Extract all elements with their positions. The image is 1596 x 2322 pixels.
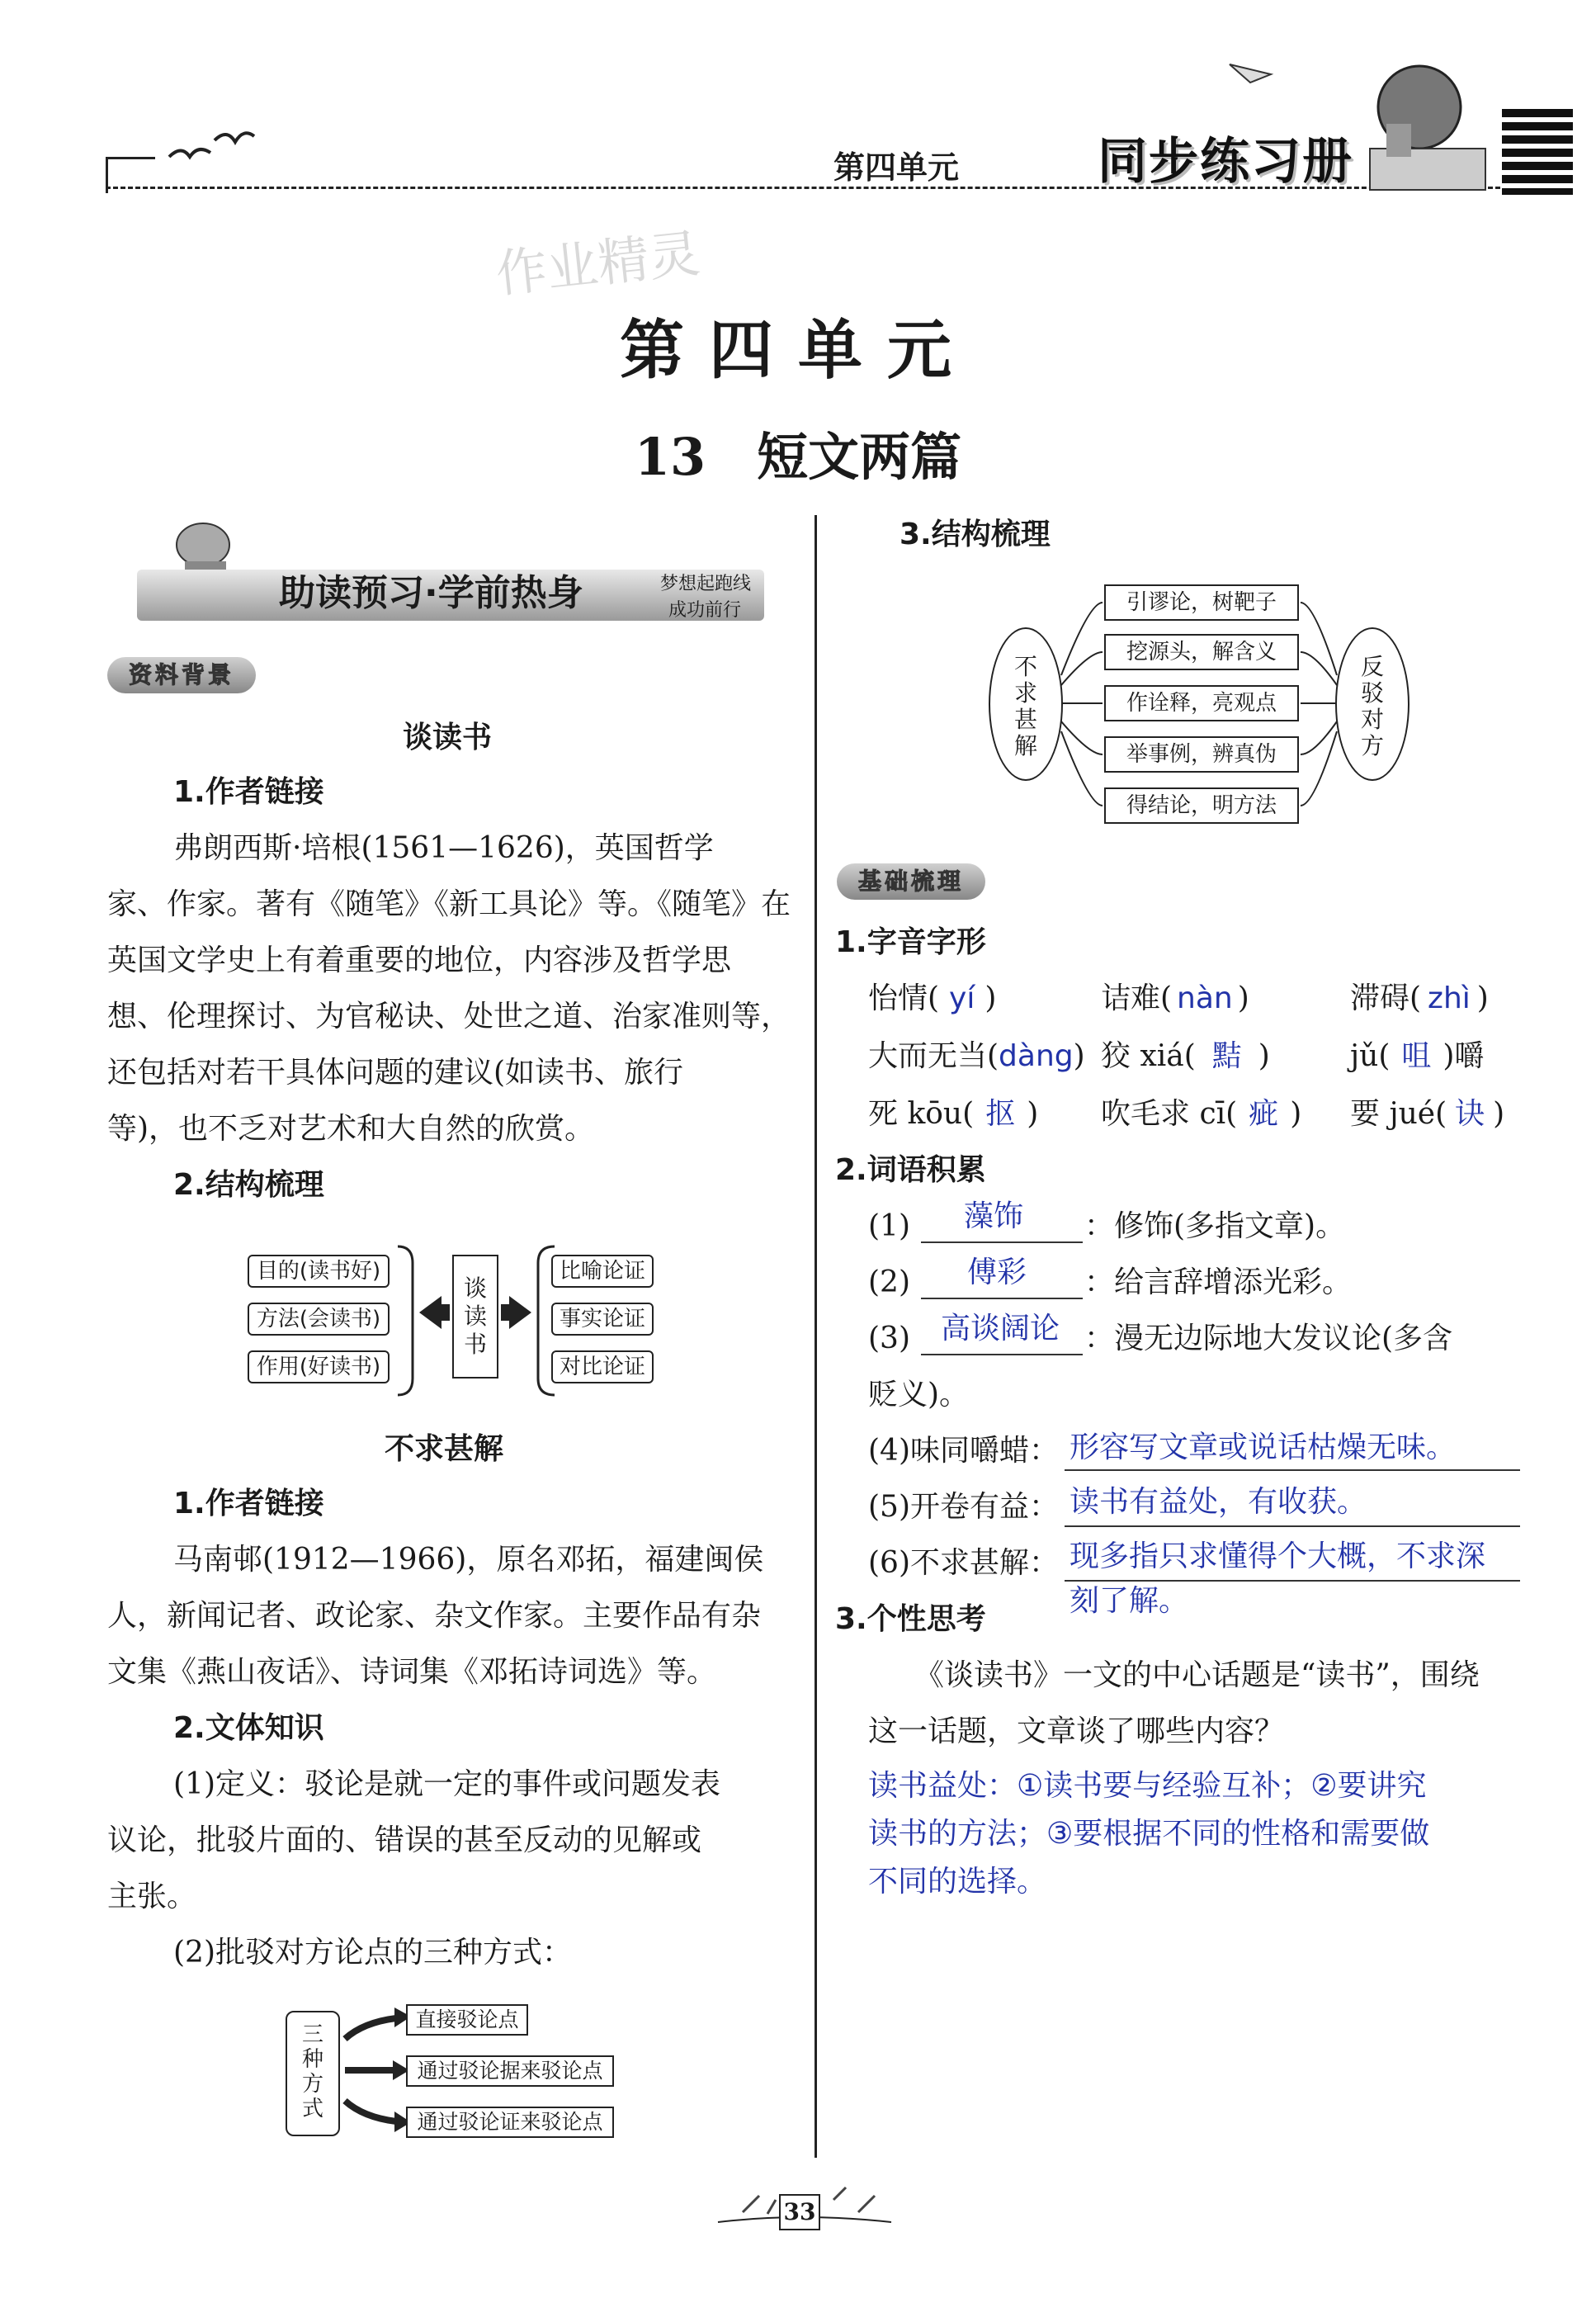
vocab-q: (4)味同嚼蜡：	[868, 1434, 1059, 1468]
essay2-line: 文集《燕山夜话》、诗词集《邓拓诗词选》等。	[107, 1655, 717, 1689]
pron-e: )	[985, 981, 997, 1015]
banner-subtitle-1: 梦想起跑线	[660, 574, 752, 594]
essay2-genre-line: (1)定义：驳论是就一定的事件或问题发表	[173, 1767, 720, 1801]
pron-answer: 诀	[1455, 1097, 1485, 1131]
essay1-left-box: 方法(会读书)	[248, 1303, 390, 1336]
pron-e: )	[1073, 1039, 1085, 1073]
essay2-line: 人，新闻记者、政论家、杂文作家。主要作品有杂	[107, 1599, 762, 1633]
vocab-def: ：修饰(多指文章)。	[1084, 1209, 1346, 1243]
banner-title: 助读预习·学前热身	[279, 572, 583, 614]
vocab-q: (5)开卷有益：	[868, 1490, 1059, 1524]
methods-item: 通过驳论据来驳论点	[406, 2055, 614, 2087]
banner-subtitle-2: 成功前行	[668, 600, 742, 621]
essay1-line: 家、作家。著有《随笔》《新工具论》等。《随笔》在	[107, 887, 791, 921]
essay1-left-box: 作用(好读书)	[248, 1350, 390, 1383]
essay1-structure-head: 2.结构梳理	[173, 1168, 324, 1202]
pron-e: )	[1290, 1097, 1302, 1131]
vocab-answer: 现多指只求懂得个大概，不求深	[1070, 1539, 1486, 1573]
structure-item: 得结论，明方法	[1104, 787, 1299, 824]
essay1-author-head: 1.作者链接	[173, 775, 324, 809]
pron-q: 吹毛求 cī(	[1101, 1097, 1238, 1131]
vocab-answer: 读书有益处，有收获。	[1070, 1485, 1367, 1519]
think-head: 3.个性思考	[835, 1602, 986, 1636]
vocab-num: (3)	[868, 1322, 910, 1355]
pron-answer: 咀	[1401, 1039, 1432, 1073]
essay2-genre-head: 2.文体知识	[173, 1711, 324, 1745]
pron-answer: 抠	[985, 1097, 1016, 1131]
vocab-answer: 高谈阔论	[941, 1312, 1060, 1345]
lesson-title: 13 短文两篇	[634, 427, 962, 487]
methods-item: 通过驳论证来驳论点	[406, 2107, 614, 2138]
page-number: 33	[779, 2194, 820, 2230]
structure-item: 挖源头，解含义	[1104, 634, 1299, 670]
essay1-line: 英国文学史上有着重要的地位，内容涉及哲学思	[107, 943, 732, 977]
right-structure-head: 3.结构梳理	[900, 518, 1051, 551]
essay2-author-head: 1.作者链接	[173, 1487, 324, 1520]
watermark: 作业精灵	[493, 223, 703, 305]
pron-q: jǔ(	[1350, 1039, 1391, 1073]
pron-q: 诘难(	[1101, 981, 1173, 1015]
methods-label: 三种方式	[286, 2011, 340, 2136]
pron-q: 怡情(	[868, 981, 940, 1015]
pron-q: 死 kōu(	[868, 1097, 975, 1131]
essay1-title: 谈读书	[403, 721, 493, 754]
essay1-line: 还包括对若干具体问题的建议(如读书、旅行	[107, 1056, 684, 1090]
pron-e: )	[1027, 1097, 1039, 1131]
essay1-left-box: 目的(读书好)	[248, 1255, 390, 1288]
vocab-blank	[1065, 1469, 1520, 1471]
essay2-genre-line: 主张。	[107, 1880, 197, 1913]
vocab-blank	[921, 1298, 1083, 1299]
unit-title: 第四单元	[619, 314, 976, 388]
essay1-line: 想、伦理探讨、为官秘诀、处世之道、治家准则等，	[107, 1000, 791, 1033]
vocab-def: ：漫无边际地大发议论(多含	[1084, 1322, 1453, 1355]
pron-answer: nàn	[1177, 981, 1233, 1015]
vocab-def: ：给言辞增添光彩。	[1084, 1265, 1353, 1299]
essay1-center-box: 谈读书	[452, 1255, 498, 1379]
pron-e: )	[1258, 1039, 1270, 1073]
pron-answer: zhì	[1428, 981, 1471, 1015]
pron-e: )嚼	[1443, 1039, 1485, 1073]
vocab-blank	[1065, 1525, 1520, 1527]
header-unit: 第四单元	[833, 149, 960, 186]
essay2-title: 不求甚解	[385, 1432, 504, 1466]
structure-left-oval: 不求甚解	[989, 627, 1063, 781]
pron-q: 滞碍(	[1350, 981, 1422, 1015]
structure-item: 引谬论，树靶子	[1104, 584, 1299, 621]
think-answer: 不同的选择。	[868, 1865, 1047, 1899]
pron-head: 1.字音字形	[835, 925, 986, 959]
pron-q: 要 jué(	[1350, 1097, 1447, 1131]
vocab-num: (2)	[868, 1265, 910, 1299]
pron-answer: yí	[949, 981, 975, 1015]
pron-e: )	[1237, 981, 1249, 1015]
pron-q: 大而无当(	[868, 1039, 999, 1073]
vocab-head: 2.词语积累	[835, 1153, 986, 1187]
think-question: 这一话题，文章谈了哪些内容？	[868, 1714, 1285, 1748]
think-question: 《谈读书》一文的中心话题是“读书”，围绕	[914, 1658, 1480, 1692]
pron-q: 狡 xiá(	[1101, 1039, 1196, 1073]
essay2-genre-line: 议论，批驳片面的、错误的甚至反动的见解或	[107, 1823, 702, 1857]
tag-basics: 基础梳理	[837, 863, 985, 900]
essay2-genre-line: (2)批驳对方论点的三种方式：	[173, 1936, 572, 1970]
header-book-title: 同步练习册	[1098, 133, 1353, 191]
essay1-right-box: 事实论证	[551, 1303, 654, 1336]
pron-e: )	[1493, 1097, 1505, 1131]
structure-item: 作诠释，亮观点	[1104, 685, 1299, 721]
essay1-right-box: 对比论证	[551, 1350, 654, 1383]
essay1-line: 弗朗西斯·培根(1561—1626)，英国哲学	[173, 831, 714, 865]
vocab-num: (1)	[868, 1209, 910, 1243]
pron-answer: 黠	[1211, 1039, 1242, 1073]
essay2-line: 马南邨(1912—1966)，原名邓拓，福建闽侯	[173, 1543, 764, 1577]
essay1-line: 等)，也不乏对艺术和大自然的欣赏。	[107, 1112, 595, 1146]
think-answer: 读书的方法；③要根据不同的性格和需要做	[868, 1817, 1430, 1851]
vocab-blank	[1065, 1580, 1520, 1582]
vocab-blank	[921, 1241, 1083, 1243]
vocab-def-cont: 贬义)。	[868, 1378, 970, 1412]
vocab-answer-cont: 刻了解。	[1070, 1584, 1189, 1618]
think-answer: 读书益处：①读书要与经验互补；②要讲究	[868, 1769, 1427, 1803]
tag-background: 资料背景	[107, 657, 256, 693]
essay1-right-box: 比喻论证	[551, 1255, 654, 1288]
methods-item: 直接驳论点	[406, 2004, 528, 2036]
pron-answer: 疵	[1249, 1097, 1279, 1131]
vocab-q: (6)不求甚解：	[868, 1546, 1059, 1580]
pron-e: )	[1476, 981, 1489, 1015]
vocab-answer: 形容写文章或说话枯燥无味。	[1070, 1431, 1457, 1464]
vocab-answer: 藻饰	[964, 1199, 1024, 1233]
structure-right-oval: 反驳对方	[1335, 627, 1409, 781]
vocab-answer: 傅彩	[967, 1256, 1027, 1289]
vocab-blank	[921, 1354, 1083, 1355]
structure-item: 举事例，辨真伪	[1104, 736, 1299, 773]
pron-answer: dàng	[999, 1039, 1074, 1073]
